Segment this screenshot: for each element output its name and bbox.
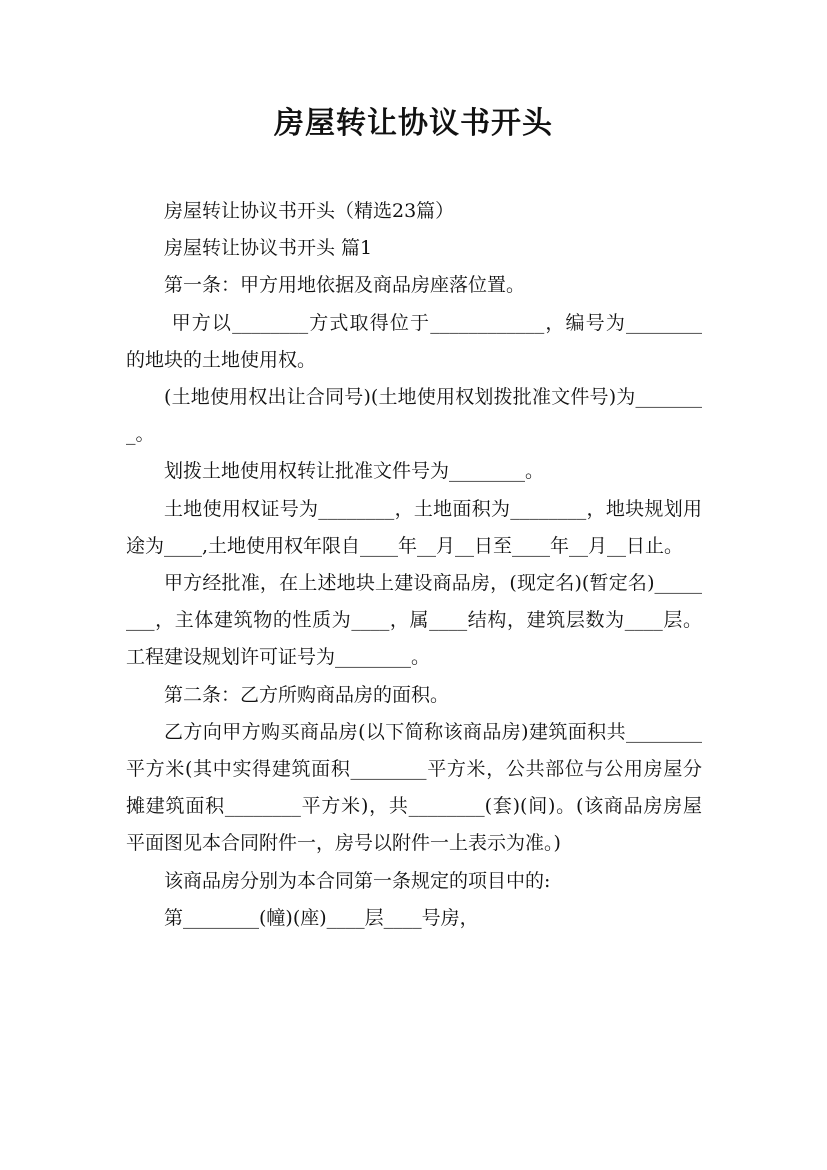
paragraph-10: 乙方向甲方购买商品房(以下简称该商品房)建筑面积共________平方米(其中实得建筑面积________平方米，公共部位与公用房屋分摊建筑面积________平方米)，共________(套)(间)。(该商品房房屋平面图见本合同附件一，房号以附件一上表示为准。) [126, 720, 702, 855]
paragraph-9: 第二条：乙方所购商品房的面积。 [164, 683, 450, 706]
paragraph-6: 划拨土地使用权转让批准文件号为________。 [164, 460, 545, 483]
paragraph-4: 甲方以________方式取得位于____________，编号为________的地块的土地使用权。 [126, 311, 702, 371]
paragraph-8: 甲方经批准，在上述地块上建设商品房，(现定名)(暂定名)________，主体建筑物的性质为____，属____结构，建筑层数为____层。工程建设规划许可证号为________。 [126, 572, 702, 669]
paragraph-12: 第________(幢)(座)____层____号房， [164, 906, 479, 929]
document-body [126, 193, 702, 937]
paragraph-2: 房屋转让协议书开头 篇1 [164, 237, 373, 260]
paragraph-1: 房屋转让协议书开头（精选23篇） [164, 200, 455, 222]
document-title: 房屋转让协议书开头 [274, 106, 553, 141]
paragraph-5: (土地使用权出让合同号)(土地使用权划拨批准文件号)为________。 [126, 386, 702, 446]
paragraph-7: 土地使用权证号为________，土地面积为________，地块规划用途为____,土地使用权年限自____年__月__日至____年__月__日止。 [126, 497, 702, 557]
paragraph-11: 该商品房分别为本合同第一条规定的项目中的: [164, 869, 551, 892]
paragraph-3: 第一条：甲方用地依据及商品房座落位置。 [164, 274, 526, 297]
